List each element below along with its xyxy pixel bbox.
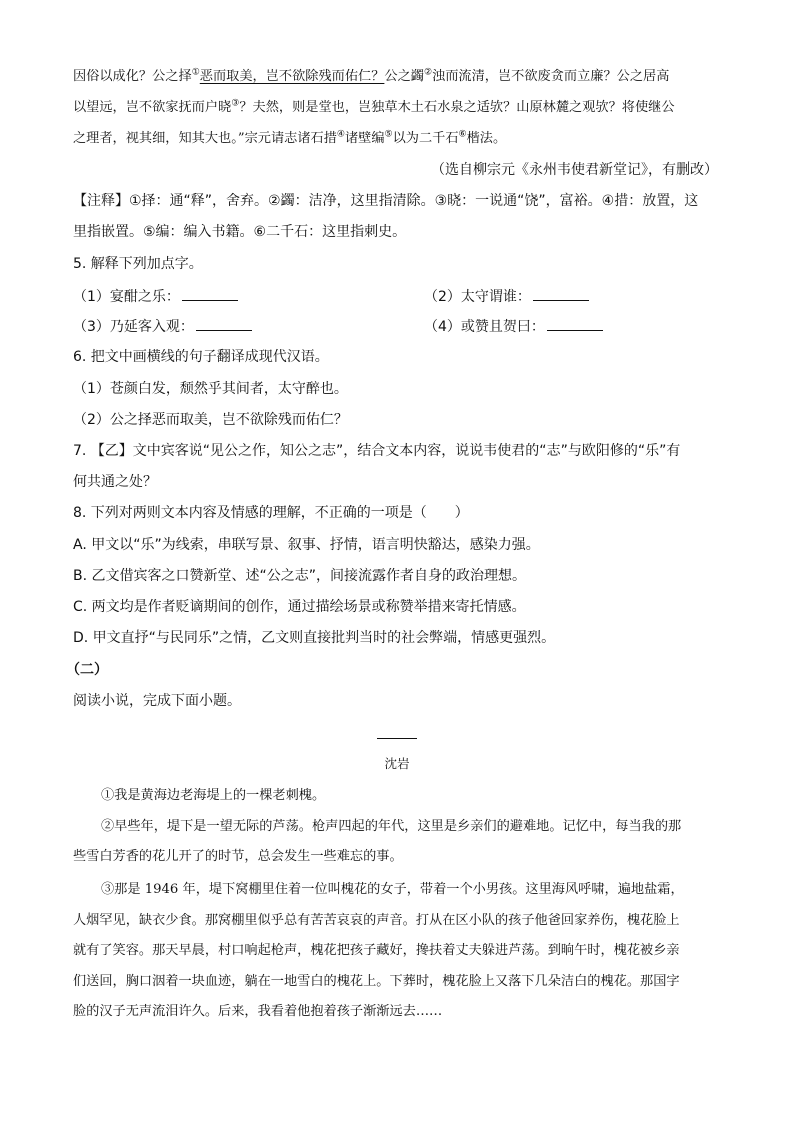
section-instruction: 阅读小说，完成下面小题。 xyxy=(73,693,241,709)
note-marker-1: ① xyxy=(191,67,200,78)
question-5-item-3: （3）乃延客入观： xyxy=(73,316,252,337)
story-paragraph-3-line-4: 们送回，胸口洇着一块血迹，躺在一地雪白的槐花上。下葬时，槐花脸上又落下几朵洁白的槐花。那国字 xyxy=(73,974,680,989)
notes-line-1: 【注释】①择：通“释”，舍弃。②蠲：洁净，这里指清除。③晓：一说通“饶”，富裕。④措：放置，这 xyxy=(73,193,699,209)
question-8-option-a: A. 甲文以“乐”为线索，串联写景、叙事、抒情，语言明快豁达，感染力强。 xyxy=(73,537,540,553)
story-paragraph-3-line-2: 人烟罕见，缺衣少食。那窝棚里似乎总有苦苦哀哀的声音。打从在区小队的孩子他爸回家养伤，槐花脸上 xyxy=(73,913,680,928)
question-8-option-b: B. 乙文借宾客之口赞新堂、述“公之志”，间接流露作者自身的政治理想。 xyxy=(73,568,527,584)
story-paragraph-3-line-5: 脸的汉子无声流泪许久。后来，我看着他抱着孩子渐渐远去…… xyxy=(73,1004,443,1019)
underlined-sentence: 恶而取美，岂不欲除残而佑仁？ xyxy=(199,69,385,84)
story-paragraph-2-line-2: 些雪白芳香的花儿开了的时节，总会发生一些难忘的事。 xyxy=(73,849,403,864)
note-marker-5: ⑤ xyxy=(384,129,393,140)
note-marker-2: ② xyxy=(423,67,433,78)
question-5-item-1: （1）宴酣之乐： xyxy=(73,286,238,307)
answer-blank-2 xyxy=(533,286,589,301)
question-5-item-4: （4）或赞且贺曰： xyxy=(424,316,603,337)
notes-line-2: 里指嵌置。⑤编：编入书籍。⑥二千石：这里指刺史。 xyxy=(73,224,407,240)
note-marker-3: ③ xyxy=(231,98,240,109)
question-6-item-2: （2）公之择恶而取美，岂不欲除残而佑仁？ xyxy=(73,412,348,428)
question-8-stem: 8. 下列对两则文本内容及情感的理解，不正确的一项是（ ） xyxy=(73,505,469,521)
question-5-item-2: （2）太守谓谁： xyxy=(424,286,589,307)
story-paragraph-3-line-1: ③那是 1946 年，堤下窝棚里住着一位叫槐花的女子，带着一个小男孩。这里海风呼啸，遍地盐霜， xyxy=(101,882,684,897)
passage-line-1: 因俗以成化？公之择①恶而取美，岂不欲除残而佑仁？公之蠲②浊而流清，岂不欲废贪而立廉？公之居高 xyxy=(73,67,670,84)
answer-blank-3 xyxy=(196,316,252,331)
story-paragraph-3-line-3: 就有了笑容。那天早晨，村口响起枪声，槐花把孩子藏好，搀扶着丈夫躲进芦荡。到晌午时，槐花被乡亲 xyxy=(73,943,680,958)
passage-source: （选自柳宗元《永州韦使君新堂记》，有删改） xyxy=(431,162,718,178)
question-5-stem: 5. 解释下列加点字。 xyxy=(73,256,203,272)
section-heading: （二） xyxy=(66,662,108,678)
question-6-stem: 6. 把文中画横线的句子翻译成现代汉语。 xyxy=(73,349,329,365)
question-8-option-d: D. 甲文直抒“与民同乐”之情，乙文则直接批判当时的社会弊端，情感更强烈。 xyxy=(73,630,556,646)
question-7-line-1: 7. 【乙】文中宾客说“见公之作，知公之志”，结合文本内容，说说韦使君的“志”与欧阳修的“乐”有 xyxy=(73,443,681,459)
answer-blank-1 xyxy=(182,286,238,301)
passage-line-2: 以望远，岂不欲家抚而户晓③？夫然，则是堂也，岂独草木土石水泉之适欤？山原林麓之观欤？将使继公 xyxy=(73,98,675,115)
story-title: 沈岩 xyxy=(384,756,410,771)
question-8-option-c: C. 两文均是作者贬谪期间的创作，通过描绘场景或称赞举措来寄托情感。 xyxy=(73,599,526,615)
question-6-item-1: （1）苍颜白发，颓然乎其间者，太守醉也。 xyxy=(73,381,348,397)
answer-blank-4 xyxy=(547,316,603,331)
story-paragraph-2-line-1: ②早些年，堤下是一望无际的芦荡。枪声四起的年代，这里是乡亲们的避难地。记忆中，每当我的那 xyxy=(101,819,682,834)
passage-line-3: 之理者，视其细，知其大也。”宗元请志诸石措④诸壁编⑤以为二千石⑥楷法。 xyxy=(73,129,507,146)
story-paragraph-1: ①我是黄海边老海堤上的一棵老刺槐。 xyxy=(101,788,326,803)
note-marker-6: ⑥ xyxy=(458,129,467,140)
note-marker-4: ④ xyxy=(336,129,345,140)
title-rule xyxy=(377,738,417,739)
question-7-line-2: 何共通之处？ xyxy=(73,474,157,490)
